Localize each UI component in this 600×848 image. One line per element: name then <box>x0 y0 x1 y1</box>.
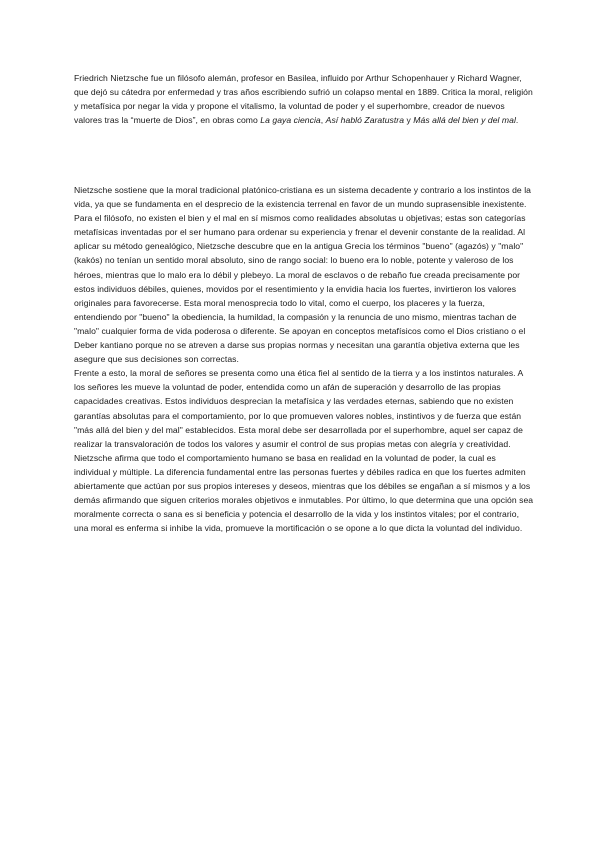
paragraph-moral-senores: Frente a esto, la moral de señores se presenta como una ética fiel al sentido de la tierra y a los instintos naturales. A los señores les mueve la voluntad de poder, entendida como un afán de superación y desarrollo de las propias capacidades creativas. Estos individuos desprecian la metafísica y las verdades eternas, sabiendo que no existen garantías absolutas para el comportamiento, por lo que promueven valores nobles, instintivos y de fuerza que están "más allá del bien y del mal" establecidos. Esta moral debe ser desarrollada por el superhombre, aquel ser capaz de realizar la transvaloración de todos los valores y asumir el control de sus propias metas con alegría y creatividad. Nietzsche afirma que todo el comportamiento humano se basa en realidad en la voluntad de poder, la cual es individual y múltiple. La diferencia fundamental entre las personas fuertes y débiles radica en que los fuertes admiten abiertamente que actúan por sus propios intereses y deseos, mientras que los débiles se engañan a sí mismos y a los demás afirmando que siguen criterios morales objetivos e inmutables. Por último, lo que determina que una opción sea moralmente correcta o sana es si beneficia y potencia el desarrollo de la vida y los instintos vitales; por el contrario, una moral es enferma si inhibe la vida, promueve la mortificación o se opone a lo que dicta la voluntad del individuo. <box>74 368 534 534</box>
intro-separator: , <box>320 115 326 126</box>
work-title-mas-alla: Más allá del bien y del mal <box>413 115 516 126</box>
intro-paragraph <box>74 71 534 127</box>
paragraph-moral-esclavos: Nietzsche sostiene que la moral tradicional platónico-cristiana es un sistema decadente y contrario a los instintos de la vida, ya que se fundamenta en el desprecio de la existencia terrenal en favor de un mundo suprasensible inexistente. Para el filósofo, no existen el bien y el mal en sí mismos como realidades absolutas u objetivas; estas son categorías metafísicas inventadas por el ser humano para ordenar su experiencia y frenar el devenir constante de la realidad. Al aplicar su método genealógico, Nietzsche descubre que en la antigua Grecia los términos "bueno" (agazós) y "malo" (kakós) no tenían un sentido moral absoluto, sino de rango social: lo bueno era lo noble, potente y valeroso de los héroes, mientras que lo malo era lo débil y plebeyo. La moral de esclavos o de rebaño fue creada precisamente por estos individuos débiles, quienes, movidos por el resentimiento y la envidia hacia los fuertes, invirtieron los valores originales para favorecerse. Esta moral menosprecia todo lo vital, como el cuerpo, los placeres y la fuerza, entendiendo por "bueno" la obediencia, la humildad, la compasión y la renuncia de uno mismo, mientras tachan de "malo" cualquier forma de vida poderosa o diferente. Se apoyan en conceptos metafísicos como el Dios cristiano o el Deber kantiano porque no se atreven a darse sus propias normas y necesitan una garantía objetiva externa que les asegure que sus decisiones son correctas. <box>74 185 531 365</box>
intro-ending: . <box>515 115 519 126</box>
intro-separator: y <box>404 115 414 126</box>
body-section <box>74 183 534 535</box>
work-title-zaratustra: Así habló Zaratustra <box>325 115 405 126</box>
work-title-gaya-ciencia: La gaya ciencia <box>260 115 321 126</box>
intro-text: Friedrich Nietzsche fue un filósofo alemán, profesor en Basilea, influido por Arthur Schopenhauer y Richard Wagner, que dejó su cátedra por enfermedad y tras años escribiendo sufrió un colapso mental en 1889. Critica la moral, religión y metafísica por negar la vida y propone el vitalismo, la voluntad de poder y el superhombre, creador de nuevos valores tras la “muerte de Dios”, en obras como <box>74 73 533 126</box>
